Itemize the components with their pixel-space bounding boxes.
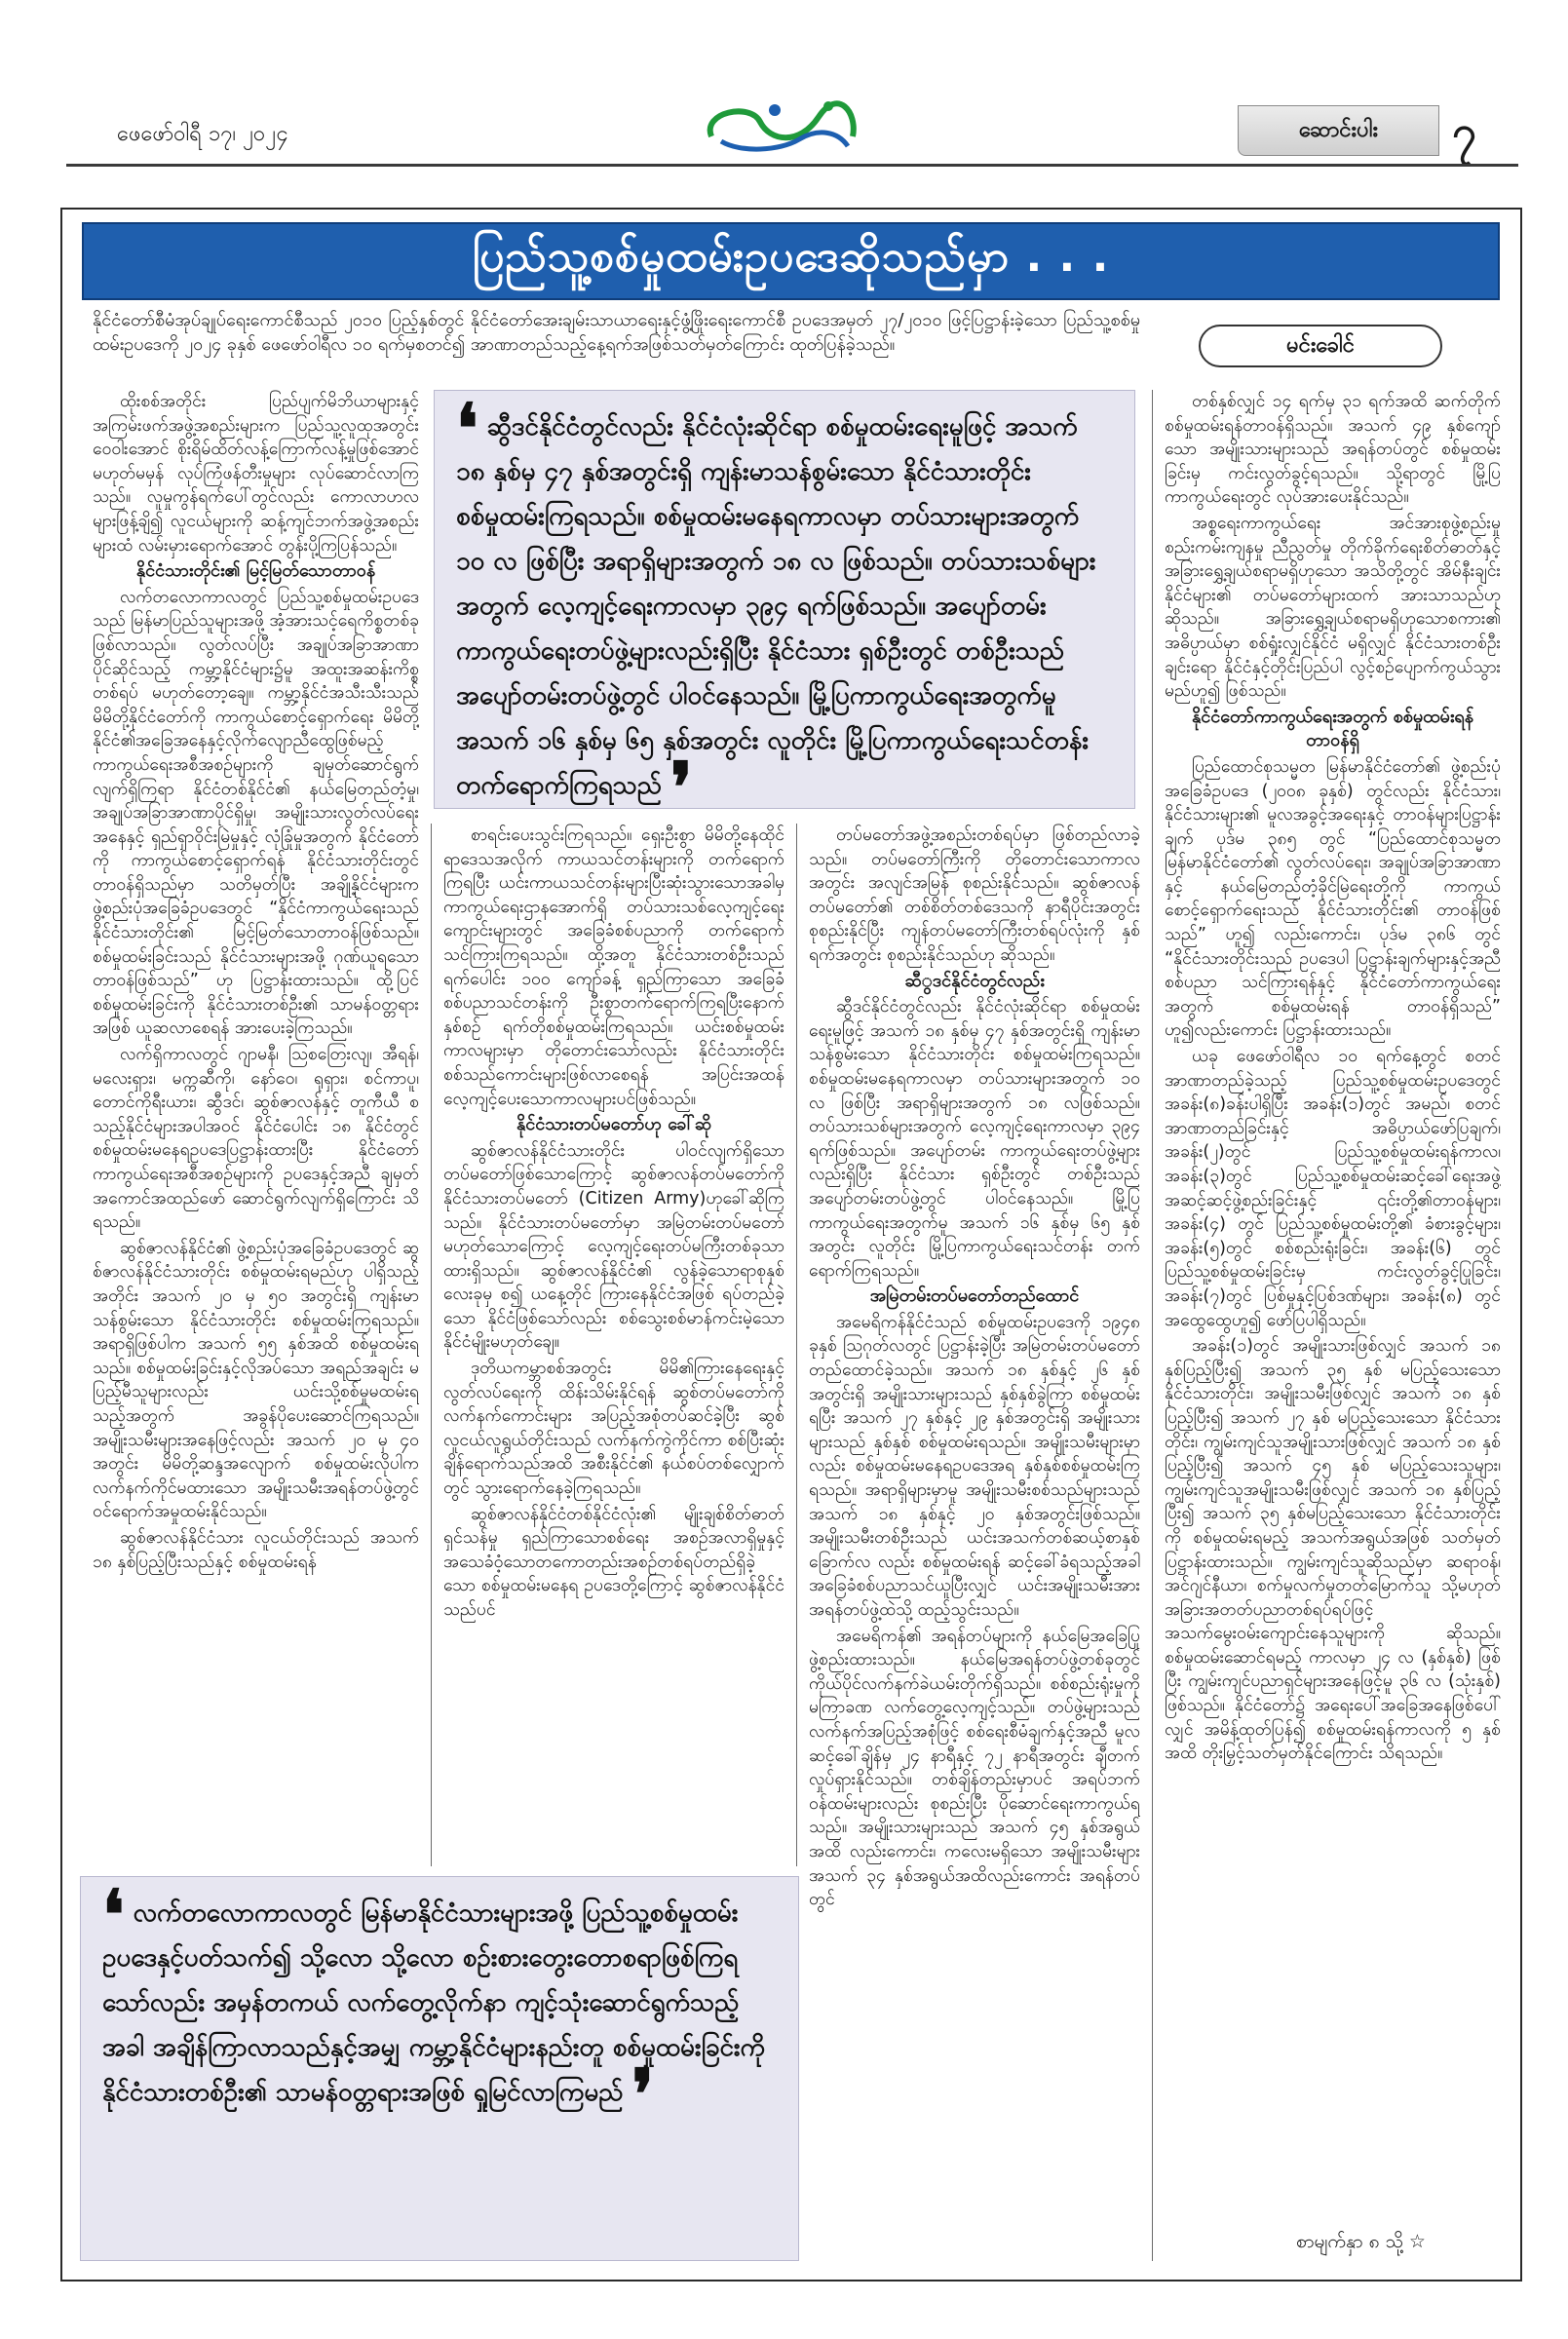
pull-quote-text: လက်တလောကာလတွင် မြန်မာနိုင်ငံသားများအဖို့ ပြည်သူ့စစ်မှုထမ်းဥပဒေနှင့်ပတ်သက်၍ သို့လော သို့လော စဉ်းစားတွေးတောစရာဖြစ်ကြရသော်လည်း အမှန်တကယ် လက်တွေ့လိုက်နာ ကျင့်သုံးဆောင်ရွက်သည့်အခါ အချိန်ကြာလာသည်နှင့်အမျှ ကမ္ဘာ့နိုင်ငံများနည်းတူ စစ်မှုထမ်းခြင်းကို နိုင်ငံသားတစ်ဦး၏ သာမန်ဝတ္တရားအဖြစ် ရှုမြင်လာကြမည် — [102, 1898, 765, 2107]
paragraph: အမေရိကန်၏ အရန်တပ်များကို နယ်မြေအခြေပြုဖွဲ့စည်းထားသည်။ နယ်မြေအရန်တပ်ဖွဲ့တစ်ခုတွင် ကိုယ်ပိုင်လက်နက်ခဲယမ်းတိုက်ရှိသည်။ စစ်စည်းရုံးမှုကို မကြာခဏ လက်တွေ့လေ့ကျင့်သည်။ တပ်ဖွဲ့များသည် လက်နက်အပြည့်အစုံဖြင့် စစ်ရေးစီမံချက်နှင့်အညီ မူလဆင့်ခေါ်ချိန်မှ ၂၄ နာရီနှင့် ၇၂ နာရီအတွင်း ချီတက်လှုပ်ရှားနိုင်သည်။ တစ်ချိန်တည်းမှာပင် အရပ်ဘက်ဝန်ထမ်းများလည်း စုစည်းပြီး ပိုဆောင်ရေးကာကွယ်ရသည်။ အမျိုးသားများသည် အသက် ၄၅ နှစ်အရွယ်အထိ လည်းကောင်း၊ ကလေးမရှိသော အမျိုးသမီးများ အသက် ၃၄ နှစ်အရွယ်အထိလည်းကောင်း အရန်တပ်တွင် — [809, 1626, 1140, 1910]
paragraph: ဆွီဒင်နိုင်ငံတွင်လည်း နိုင်ငံလုံးဆိုင်ရာ စစ်မှုထမ်းရေးမူဖြင့် အသက် ၁၈ နှစ်မှ ၄၇ နှစ်အတွင်းရှိ ကျန်းမာသန်စွမ်းသော နိုင်ငံသားတိုင်း စစ်မှုထမ်းကြရသည်။ စစ်မှုထမ်းမနေရကာလမှာ တပ်သားများအတွက် ၁၀ လ ဖြစ်ပြီး အရာရှိများအတွက် ၁၈ လဖြစ်သည်။ တပ်သားသစ်များအတွက် လေ့ကျင့်ရေးကာလမှာ ၃၉၄ ရက်ဖြစ်သည်။ အပျော်တမ်း ကာကွယ်ရေးတပ်ဖွဲ့များလည်းရှိပြီး နိုင်ငံသား ရှစ်ဦးတွင် တစ်ဦးသည် အပျော်တမ်းတပ်ဖွဲ့တွင် ပါဝင်နေသည်။ မြို့ပြကာကွယ်ရေးအတွက်မူ အသက် ၁၆ နှစ်မှ ၆၅ နှစ်အတွင်း လူတိုင်း မြို့ပြကာကွယ်ရေးသင်တန်း တက်ရောက်ကြရသည်။ — [809, 997, 1140, 1281]
subheading: နိုင်ငံတော်ကာကွယ်ရေးအတွက် စစ်မှုထမ်းရန် တာဝန်ရှိ — [1191, 706, 1474, 751]
paragraph: အမေရိကန်နိုင်ငံသည် စစ်မှုထမ်းဥပဒေကို ၁၉၄၈ ခုနှစ် ဩဂုတ်လတွင် ပြဋ္ဌာန်းခဲ့ပြီး အမြဲတမ်းတပ်မတော်တည်ထောင်ခဲ့သည်။ အသက် ၁၈ နှစ်နှင့် ၂၆ နှစ်အတွင်းရှိ အမျိုးသားများသည် နှစ်နှစ်ခွဲကြာ စစ်မှုထမ်းရပြီး အသက် ၂၇ နှစ်နှင့် ၂၉ နှစ်အတွင်းရှိ အမျိုးသားများသည် နှစ်နှစ် စစ်မှုထမ်းရသည်။ အမျိုးသမီးများမှာလည်း စစ်မှုထမ်းမနေရဥပဒေအရ နှစ်နှစ်စစ်မှုထမ်းကြရသည်။ အရာရှိများမှာမူ အမျိုးသမီးစစ်သည်များသည် အသက် ၁၈ နှစ်နှင့် ၂၀ နှစ်အတွင်းဖြစ်သည်။ အမျိုးသမီးတစ်ဦးသည် ယင်းအသက်တစ်ဆယ့်စာနှစ်ခြောက်လ လည်း စစ်မှုထမ်းရန် ဆင့်ခေါ်ခံရသည့်အခါ အခြေခံစစ်ပညာသင်ယူပြီးလျှင် ယင်းအမျိုးသမီးအား အရန်တပ်ဖွဲ့ထဲသို့ ထည့်သွင်းသည်။ — [809, 1312, 1140, 1620]
pull-quote-text: ဆွီဒင်နိုင်ငံတွင်လည်း နိုင်ငံလုံးဆိုင်ရာ စစ်မှုထမ်းရေးမူဖြင့် အသက် ၁၈ နှစ်မှ ၄၇ နှစ်အတွင်းရှိ ကျန်းမာသန်စွမ်းသော နိုင်ငံသားတိုင်း စစ်မှုထမ်းကြရသည်။ စစ်မှုထမ်းမနေရကာလမှာ တပ်သားများအတွက် ၁၀ လ ဖြစ်ပြီး အရာရှိများအတွက် ၁၈ လ ဖြစ်သည်။ တပ်သားသစ်များအတွက် လေ့ကျင့်ရေးကာလမှာ ၃၉၄ ရက်ဖြစ်သည်။ အပျော်တမ်းကာကွယ်ရေးတပ်ဖွဲ့များလည်းရှိပြီး နိုင်ငံသား ရှစ်ဦးတွင် တစ်ဦးသည် အပျော်တမ်းတပ်ဖွဲ့တွင် ပါဝင်နေသည်။ မြို့ပြကာကွယ်ရေးအတွက်မူ အသက် ၁၆ နှစ်မှ ၆၅ နှစ်အတွင်း လူတိုင်း မြို့ပြကာကွယ်ရေးသင်တန်း တက်ရောက်ကြရသည် — [456, 412, 1096, 800]
paragraph: တစ်နှစ်လျှင် ၁၄ ရက်မှ ၃၁ ရက်အထိ ဆက်တိုက် စစ်မှုထမ်းရန်တာဝန်ရှိသည်။ အသက် ၄၉ နှစ်ကျော်သော အမျိုးသားများသည် အရန်တပ်တွင် စစ်မှုထမ်းခြင်းမှ ကင်းလွတ်ခွင့်ရသည်။ သို့ရာတွင် မြို့ပြကာကွယ်ရေးတွင် လုပ်အားပေးနိုင်သည်။ — [1165, 392, 1501, 508]
paragraph: အခန်း(၁)တွင် အမျိုးသားဖြစ်လျှင် အသက် ၁၈ နှစ်ပြည့်ပြီး၍ အသက် ၃၅ နှစ် မပြည့်သေးသော နိုင်ငံသားတိုင်း၊ အမျိုးသမီးဖြစ်လျှင် အသက် ၁၈ နှစ်ပြည့်ပြီး၍ အသက် ၂၇ နှစ် မပြည့်သေးသော နိုင်ငံသားတိုင်း၊ ကျွမ်းကျင်သူအမျိုးသားဖြစ်လျှင် အသက် ၁၈ နှစ်ပြည့်ပြီး၍ အသက် ၄၅ နှစ် မပြည့်သေးသူများ၊ ကျွမ်းကျင်သူအမျိုးသမီးဖြစ်လျှင် အသက် ၁၈ နှစ်ပြည့်ပြီး၍ အသက် ၃၅ နှစ်မပြည့်သေးသော နိုင်ငံသားတိုင်းကို စစ်မှုထမ်းရမည့် အသက်အရွယ်အဖြစ် သတ်မှတ်ပြဋ္ဌာန်းထားသည်။ ကျွမ်းကျင်သူဆိုသည်မှာ ဆရာဝန်၊ အင်ဂျင်နီယာ၊ စက်မှုလက်မှုတတ်မြောက်သူ သို့မဟုတ် အခြားအတတ်ပညာတစ်ရပ်ရပ်ဖြင့် အသက်မွေးဝမ်းကျောင်းနေသူများကို ဆိုသည်။ စစ်မှုထမ်းဆောင်ရမည့် ကာလမှာ ၂၄ လ (နှစ်နှစ်) ဖြစ်ပြီး ကျွမ်းကျင်ပညာရှင်များအနေဖြင့်မူ ၃၆ လ (သုံးနှစ်) ဖြစ်သည်။ နိုင်ငံတော်၌ အရေးပေါ်အခြေအနေဖြစ်ပေါ်လျှင် အမိန့်ထုတ်ပြန်၍ စစ်မှုထမ်းရန်ကာလကို ၅ နှစ်အထိ တိုးမြှင့်သတ်မှတ်နိုင်ကြောင်း သိရသည်။ — [1165, 1336, 1501, 1764]
issue-date: ဖေဖော်ဝါရီ ၁၇၊ ၂၀၂၄ — [117, 122, 288, 146]
column-3 — [809, 824, 1140, 2261]
column-4 — [1165, 390, 1501, 2222]
subheading: ဆီွဒင်နိုင်ငံတွင်လည်း — [904, 970, 1045, 991]
subheading: နိုင်ငံသားတိုင်း၏ မြင့်မြတ်သောတာဝန် — [135, 560, 376, 582]
subheading: အမြဲတမ်းတပ်မတော်တည်ထောင် — [869, 1285, 1080, 1307]
pull-quote — [80, 1876, 799, 2261]
column-divider — [796, 824, 797, 1866]
headline-banner — [82, 222, 1500, 300]
paragraph: ဆွစ်ဇာလန်နိုင်ငံတစ်နိုင်ငံလုံး၏ မျိုးချစ်စိတ်ဓာတ်ရှင်သန်မှု ရှည်ကြာသောစစ်ရေး အစဉ်အလာရှိမှုနှင့် အသေခံဝံ့သောတကောတည်းအစဉ်တစ်ရပ်တည်ရှိခဲ့သော စစ်မှုထမ်းမနေရ ဥပဒေတို့ကြောင့် ဆွစ်ဇာလန်နိုင်ငံသည်ပင် — [443, 1504, 784, 1620]
paragraph: ဆွစ်ဇာလန်နိုင်ငံသား လူငယ်တိုင်းသည် အသက် ၁၈ နှစ်ပြည့်ပြီးသည်နှင့် စစ်မှုထမ်းရန် — [93, 1527, 419, 1572]
paragraph: အစ္စရေးကာကွယ်ရေး အင်အားစုဖွဲ့စည်းမှု စည်းကမ်းကျနမှု ညီညွတ်မှု တိုက်ခိုက်ရေးစိတ်ဓာတ်နှင့် အခြားရွှေ့ချယ်စရာမရှိဟုသော အသိတို့တွင် အိမ်နီးချင်းနိုင်ငံများ၏ တပ်မတော်များထက် အားသာသည်ဟုဆိုသည်။ အခြားရွှေ့ချယ်စရာမရှိဟုသောစကား၏ အဓိပ္ပာယ်မှာ စစ်ရှုံးလျှင်နိုင်ငံ မရှိလျှင် နိုင်ငံသားတစ်ဦးချင်းရော နိုင်ငံနှင့်တိုင်းပြည်ပါ လွင့်စဉ်ပျောက်ကွယ်သွားမည်ဟူ၍ ဖြစ်သည်။ — [1165, 513, 1501, 702]
quote-close-icon: ❜ — [631, 2053, 654, 2134]
quote-open-icon: ❛ — [456, 390, 478, 469]
paragraph: လက်ရှိကာလတွင် ဂျာမနီ၊ သြစတြေးလျ၊ အီရန်၊ မလေးရှား၊ မက္ကဆီကို၊ နော်ဝေ၊ ရုရှား၊ စင်ကာပူ၊ တောင်ကိုရီးယား၊ ဆွီဒင်၊ ဆွစ်ဇာလန်နှင့် တူကီယီ စသည့်နိုင်ငံများအပါအဝင် နိုင်ငံပေါင်း ၁၈ နိုင်ငံတွင် စစ်မှုထမ်းမနေရဥပဒေပြဋ္ဌာန်းထားပြီး နိုင်ငံတော်ကာကွယ်ရေးအစီအစဉ်များကို ဥပဒေနှင့်အညီ ချမှတ်အကောင်အထည်ဖော် ဆောင်ရွက်လျက်ရှိကြောင်း သိရသည်။ — [93, 1045, 419, 1233]
newspaper-logo — [692, 93, 867, 161]
pull-quote — [434, 390, 1135, 809]
column-divider — [431, 824, 432, 1866]
page-number: ၇ — [1452, 107, 1476, 157]
quote-open-icon: ❛ — [102, 1876, 125, 1955]
paragraph: တပ်မတော်အဖွဲ့အစည်းတစ်ရပ်မှာ ဖြစ်တည်လာခဲ့သည်။ တပ်မတော်ကြီးကို တိုတောင်းသောကာလအတွင်း အလျင်အမြန် စုစည်းနိုင်သည်။ ဆွစ်ဇာလန်တပ်မတော်၏ တစ်စိတ်တစ်ဒေသကို နာရီပိုင်းအတွင်း စုစည်းနိုင်ပြီး ကျန်တပ်မတော်ကြီးတစ်ရပ်လုံးကို နှစ်ရက်အတွင်း စုစည်းနိုင်သည်ဟု ဆိုသည်။ — [809, 825, 1140, 965]
section-tab: ဆောင်းပါး — [1238, 105, 1439, 156]
header-rule — [66, 164, 1518, 167]
article-title: ပြည်သူ့စစ်မှုထမ်းဥပဒေဆိုသည်မှာ . . . — [472, 232, 1110, 282]
subheading: နိုင်ငံသားတပ်မတော်ဟု ခေါ်ဆို — [516, 1114, 711, 1135]
page-header — [0, 0, 1568, 175]
column-1 — [93, 390, 419, 1852]
column-2 — [443, 824, 784, 1852]
article-lede: နိုင်ငံတော်စီမံအုပ်ချုပ်ရေးကောင်စီသည် ၂၀၁၀ ပြည့်နှစ်တွင် နိုင်ငံတော်အေးချမ်းသာယာရေးနှင့်ဖွံ့ဖြိုးရေးကောင်စီ ဥပဒေအမှတ် ၂၇/၂၀၁၀ ဖြင့်ပြဋ္ဌာန်းခဲ့သော ပြည်သူ့စစ်မှုထမ်းဥပဒေကို ၂၀၂၄ ခုနှစ် ဖေဖော်ဝါရီလ ၁၀ ရက်မှစတင်၍ အာဏာတည်သည့်နေ့ရက်အဖြစ်သတ်မှတ်ကြောင်း ထုတ်ပြန်ခဲ့သည်။ — [93, 310, 1140, 355]
quote-close-icon: ❜ — [670, 747, 693, 809]
paragraph: ဆွစ်ဇာလန်နိုင်ငံသားတိုင်း ပါဝင်လျက်ရှိသော တပ်မတော်ဖြစ်သောကြောင့် ဆွစ်ဇာလန်တပ်မတော်ကို နိုင်ငံသားတပ်မတော် (Citizen Army)ဟုခေါ်ဆိုကြသည်။ နိုင်ငံသားတပ်မတော်မှာ အမြဲတမ်းတပ်မတော် မဟုတ်သောကြောင့် လေ့ကျင့်ရေးတပ်မကြီးတစ်ခုသာ ထားရှိသည်။ ဆွစ်ဇာလန်နိုင်ငံ၏ လွန်ခဲ့သောရာစုနှစ် လေးခုမှ စ၍ ယနေ့တိုင် ကြားနေနိုင်ငံအဖြစ် ရပ်တည်ခဲ့သော နိုင်ငံဖြစ်သော်လည်း စစ်သွေးစစ်မာန်ကင်းမဲ့သော နိုင်ငံမျိုးမဟုတ်ချေ။ — [443, 1140, 784, 1353]
paragraph: ထိုးစစ်အတိုင်း ပြည်ပျက်မိဘိယာများနှင့် အကြမ်းဖက်အဖွဲ့အစည်းများက ပြည်သူ့လူထုအတွင်း ဝေဝါးအောင် စိုးရိမ်ထိတ်လန့်ကြောက်လန့်မှုဖြစ်အောင် မဟုတ်မမှန် လုပ်ကြံဖန်တီးမှုများ လုပ်ဆောင်လာကြသည်။ လူမှုကွန်ရက်ပေါ်တွင်လည်း ကောလာဟလများဖြန့်ချိ၍ လူငယ်များကို ဆန့်ကျင်ဘက်အဖွဲ့အစည်းများထံ လမ်းမှားရောက်အောင် တွန်းပို့ကြပြန်သည်။ — [93, 392, 419, 556]
paragraph: ဒုတိယကမ္ဘာစစ်အတွင်း မိမိ၏ကြားနေရေးနှင့် လွတ်လပ်ရေးကို ထိန်းသိမ်းနိုင်ရန် ဆွစ်တပ်မတော်ကို လက်နက်ကောင်းများ အပြည့်အစုံတပ်ဆင်ခဲ့ပြီး ဆွစ်လူငယ်လူရွယ်တိုင်းသည် လက်နက်ကွဲကိုင်ကာ စစ်ပြီးဆုံးချိန်ရောက်သည်အထိ အစီးနိုင်ငံ၏ နယ်စပ်တစ်လျှောက်တွင် သွားရောက်နေခဲ့ကြရသည်။ — [443, 1359, 784, 1499]
paragraph: စာရင်းပေးသွင်းကြရသည်။ ရှေးဦးစွာ မိမိတို့နေထိုင်ရာဒေသအလိုက် ကာယသင်တန်းများကို တက်ရောက်ကြရပြီး ယင်းကာယသင်တန်းများပြီးဆုံးသွားသောအခါမှ ကာကွယ်ရေးဌာနအောက်ရှိ တပ်သားသစ်လေ့ကျင့်ရေးကျောင်းများတွင် အခြေခံစစ်ပညာကို တက်ရောက်သင်ကြားကြရသည်။ ထို့အတူ နိုင်ငံသားတစ်ဦးသည် ရက်ပေါင်း ၁၀၀ ကျော်ခန့် ရှည်ကြာသော အခြေခံစစ်ပညာသင်တန်းကို ဦးစွာတက်ရောက်ကြရပြီးနောက် နှစ်စဉ် ရက်တိုစစ်မှုထမ်းကြရသည်။ ယင်းစစ်မှုထမ်းကာလများမှာ တိုတောင်းသော်လည်း နိုင်ငံသားတိုင်း စစ်သည်ကောင်းများဖြစ်လာစေရန် အပြင်းအထန် လေ့ကျင့်ပေးသောကာလများပင်ဖြစ်သည်။ — [443, 825, 784, 1109]
paragraph: ယခု ဖေဖော်ဝါရီလ ၁၀ ရက်နေ့တွင် စတင်အာဏာတည်ခဲ့သည့် ပြည်သူ့စစ်မှုထမ်းဥပဒေတွင် အခန်း(၈)ခန်းပါရှိပြီး အခန်း(၁)တွင် အမည်၊ စတင်အာဏာတည်ခြင်းနှင့် အဓိပ္ပာယ်ဖော်ပြချက်၊ အခန်း(၂)တွင် ပြည်သူ့စစ်မှုထမ်းရန်ကာလ၊ အခန်း(၃)တွင် ပြည်သူ့စစ်မှုထမ်းဆင့်ခေါ်ရေးအဖွဲ့ အဆင့်ဆင့်ဖွဲ့စည်းခြင်းနှင့် ၎င်းတို့၏တာဝန်များ၊ အခန်း(၄) တွင် ပြည်သူ့စစ်မှုထမ်းတို့၏ ခံစားခွင့်များ၊ အခန်း(၅)တွင် စစ်စည်းရုံးခြင်း၊ အခန်း(၆) တွင် ပြည်သူ့စစ်မှုထမ်းခြင်းမှ ကင်းလွတ်ခွင့်ပြုခြင်း၊ အခန်း(၇)တွင် ပြစ်မှုနှင့်ပြစ်ဒဏ်များ၊ အခန်း(၈) တွင် အထွေထွေဟူ၍ ဖော်ပြပါရှိသည်။ — [1165, 1047, 1501, 1330]
continued-on-page: စာမျက်နှာ ၈ သို့ ☆ — [1296, 2231, 1426, 2252]
author-byline: မင်းခေါင် — [1199, 325, 1442, 367]
column-divider — [1152, 390, 1153, 2261]
paragraph: ဆွစ်ဇာလန်နိုင်ငံ၏ ဖွဲ့စည်းပုံအခြေခံဥပဒေတွင် ဆွစ်ဇာလန်နိုင်ငံသားတိုင်း စစ်မှုထမ်းရမည်ဟု ပါရှိသည့်အတိုင်း အသက် ၂၀ မှ ၅၀ အတွင်းရှိ ကျန်းမာသန်စွမ်းသော နိုင်ငံသားတိုင်း စစ်မှုထမ်းကြရသည်။ အရာရှိဖြစ်ပါက အသက် ၅၅ နှစ်အထိ စစ်မှုထမ်းရသည်။ စစ်မှုထမ်းခြင်းနှင့်လိုအပ်သော အရည်အချင်း မပြည့်မီသူများလည်း ယင်းသို့စစ်မှုမထမ်းရသည့်အတွက် အခွန်ပိုပေးဆောင်ကြရသည်။ အမျိုးသမီးများအနေဖြင့်လည်း အသက် ၂၀ မှ ၄၀ အတွင်း မိမိတို့ဆန္ဒအလျောက် စစ်မှုထမ်းလိုပါက လက်နက်ကိုင်မထားသော အမျိုးသမီးအရန်တပ်ဖွဲ့တွင် ဝင်ရောက်အမှုထမ်းနိုင်သည်။ — [93, 1238, 419, 1522]
paragraph: လက်တလောကာလတွင် ပြည်သူ့စစ်မှုထမ်းဥပဒေသည် မြန်မာပြည်သူများအဖို့ အံ့အားသင့်ရေကိစ္စတစ်ခုဖြစ်လာသည်။ လွတ်လပ်ပြီး အချုပ်အခြာအာဏာပိုင်ဆိုင်သည့် ကမ္ဘာ့နိုင်ငံများ၌မူ အထူးအဆန်းကိစ္စတစ်ရပ် မဟုတ်တော့ချေ။ ကမ္ဘာ့နိုင်ငံအသီးသီးသည် မိမိတို့နိုင်ငံတော်ကို ကာကွယ်စောင့်ရှောက်ရေး မိမိတို့နိုင်ငံ၏အခြေအနေနှင့်လိုက်လျောညီထွေဖြစ်မည့် ကာကွယ်ရေးအစီအစဉ်များကို ချမှတ်ဆောင်ရွက်လျက်ရှိကြရာ နိုင်ငံတစ်နိုင်ငံ၏ နယ်မြေတည်တံ့မှု၊ အချုပ်အခြာအာဏာပိုင်ရှိမှု၊ အမျိုးသားလွတ်လပ်ရေး အနေနှင့် ရှည်ရှာဝိုင်းမြဲမှုနှင့် လုံခြုံမှုအတွက် နိုင်ငံတော်ကို ကာကွယ်စောင့်ရှောက်ရန် နိုင်ငံသားတိုင်းတွင် တာဝန်ရှိသည်မှာ သတိမှတ်ပြီး အချို့နိုင်ငံများက ဖွဲ့စည်းပုံအခြေခံဥပဒေတွင် “နိုင်ငံကာကွယ်ရေးသည် နိုင်ငံသားတိုင်း၏ မြင့်မြတ်သောတာဝန်ဖြစ်သည်။ စစ်မှုထမ်းခြင်းသည် နိုင်ငံသားများအဖို့ ဂုဏ်ယူရသောတာဝန်ဖြစ်သည်” ဟု ပြဋ္ဌာန်းထားသည်။ ထို့ပြင် စစ်မှုထမ်းခြင်းကို နိုင်ငံသားတစ်ဦး၏ သာမန်ဝတ္တရားအဖြစ် ယူဆလာစေရန် အားပေးခဲ့ကြသည်။ — [93, 587, 419, 1039]
paragraph: ပြည်ထောင်စုသမ္မတ မြန်မာနိုင်ငံတော်၏ ဖွဲ့စည်းပုံအခြေခံဥပဒေ (၂၀၀၈ ခုနှစ်) တွင်လည်း နိုင်ငံသား၊ နိုင်ငံသားများ၏ မူလအခွင့်အရေးနှင့် တာဝန်များပြဋ္ဌာန်းချက် ပုဒ်မ ၃၈၅ တွင် “ပြည်ထောင်စုသမ္မတ မြန်မာနိုင်ငံတော်၏ လွတ်လပ်ရေး၊ အချုပ်အခြာအာဏာနှင့် နယ်မြေတည်တံ့ခိုင်မြဲရေးတို့ကို ကာကွယ်စောင့်ရှောက်ရေးသည် နိုင်ငံသားတိုင်း၏ တာဝန်ဖြစ်သည်” ဟူ၍ လည်းကောင်း၊ ပုဒ်မ ၃၈၆ တွင် “နိုင်ငံသားတိုင်းသည် ဥပဒေပါ ပြဋ္ဌာန်းချက်များနှင့်အညီ စစ်ပညာ သင်ကြားရန်နှင့် နိုင်ငံတော်ကာကွယ်ရေးအတွက် စစ်မှုထမ်းရန် တာဝန်ရှိသည်” ဟူ၍လည်းကောင်း ပြဋ္ဌာန်းထားသည်။ — [1165, 756, 1501, 1041]
